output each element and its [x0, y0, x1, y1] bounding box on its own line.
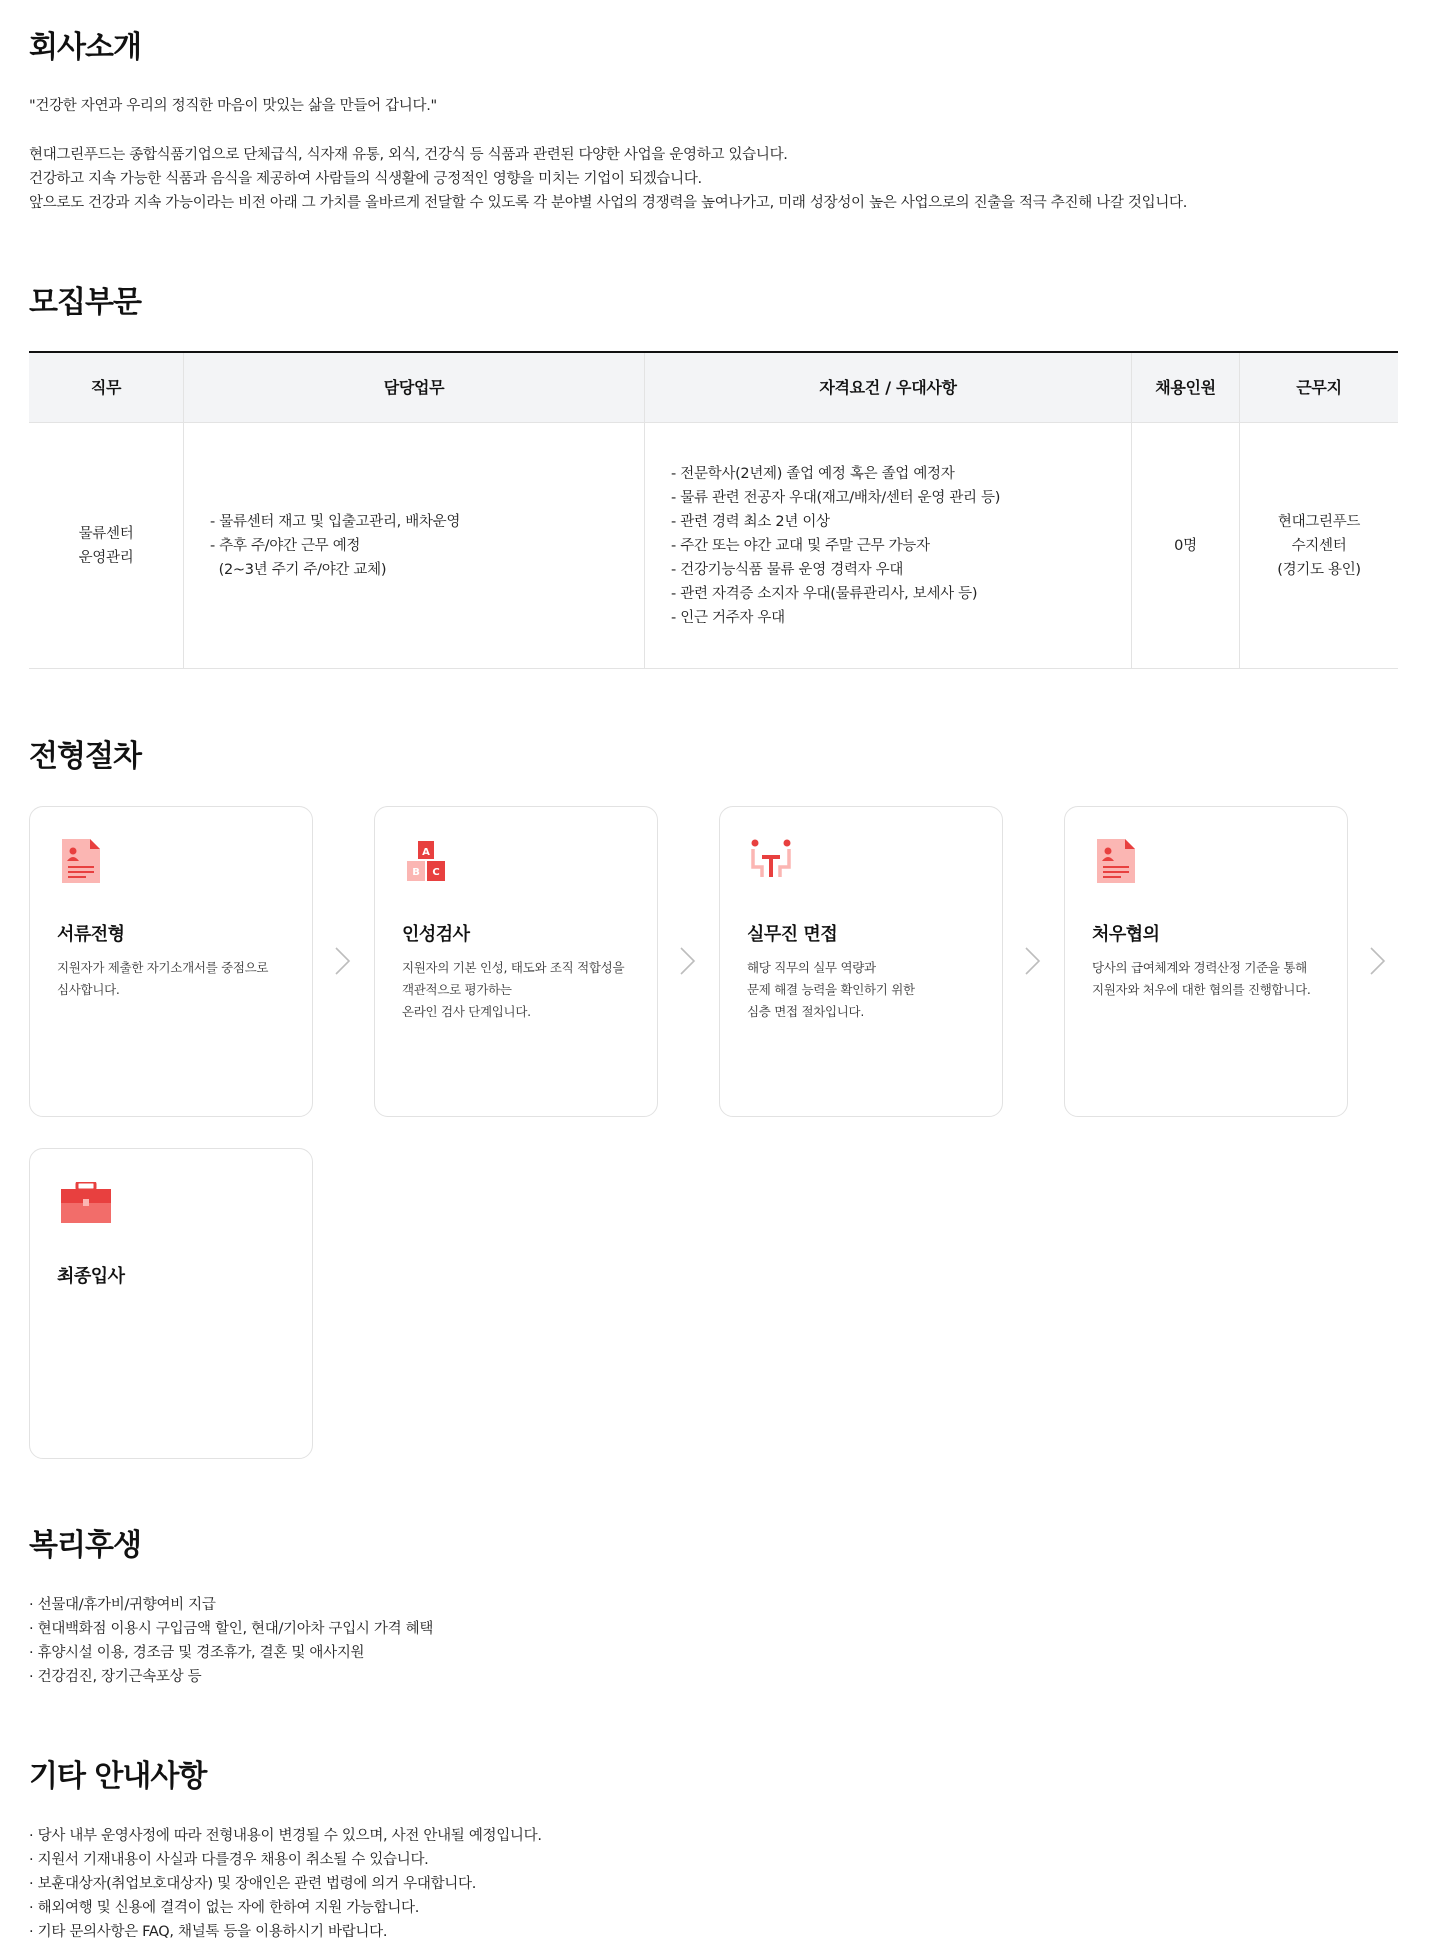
welfare-list	[29, 1593, 433, 1689]
list-item: · 지원서 기재내용이 사실과 다를경우 채용이 취소될 수 있습니다.	[29, 1852, 429, 1868]
svg-text:C: C	[432, 867, 440, 878]
briefcase-icon	[61, 1182, 103, 1230]
process-step-final-join	[29, 1148, 313, 1459]
list-item: · 휴양시설 이용, 경조금 및 경조휴가, 결혼 및 애사지원	[29, 1645, 365, 1661]
list-item: · 보훈대상자(취업보호대상자) 및 장애인은 관련 법령에 의거 우대합니다.	[29, 1876, 476, 1892]
cell-location: 현대그린푸드 수지센터 (경기도 용인)	[1277, 513, 1361, 578]
table-row	[29, 423, 1398, 669]
company-quote: "건강한 자연과 우리의 정직한 마음이 맛있는 삶을 만들어 갑니다."	[29, 98, 437, 114]
list-item: · 현대백화점 이용시 구입금액 할인, 현대/기아차 구입시 가격 혜택	[29, 1621, 434, 1637]
list-item: · 건강검진, 장기근속포상 등	[29, 1669, 202, 1685]
chevron-right-icon	[331, 945, 355, 977]
step-description: 지원자가 제출한 자기소개서를 중점으로 심사합니다.	[57, 960, 269, 997]
svg-text:B: B	[412, 867, 420, 878]
step-description: 해당 직무의 실무 역량과 문제 해결 능력을 확인하기 위한 심층 면접 절차입니다.	[747, 960, 915, 1019]
header-headcount: 채용인원	[1132, 353, 1240, 422]
list-item: · 해외여행 및 신용에 결격이 없는 자에 한하여 지원 가능합니다.	[29, 1900, 420, 1916]
chevron-right-icon	[1021, 945, 1045, 977]
cell-qualifications: - 전문학사(2년제) 졸업 예정 혹은 졸업 예정자 - 물류 관련 전공자 우대(재고/배차/센터 운영 관리 등) - 관련 경력 최소 2년 이상 - 주간 또는 야간 교대 및 주말 근무 가능자 - 건강기능식품 물류 운영 경력자 우대 - 관련 자격증 소지자 우대(물류관리사, 보세사 등) - 인근 거주자 우대	[645, 423, 1132, 668]
company-description: 현대그린푸드는 종합식품기업으로 단체급식, 식자재 유통, 외식, 건강식 등 식품과 관련된 다양한 사업을 운영하고 있습니다. 건강하고 지속 가능한 식품과 음식을 제공하여 사람들의 식생활에 긍정적인 영향을 미치는 기업이 되겠습니다. 앞으로도 건강과 지속 가능이라는 비전 아래 그 가치를 올바르게 전달할 수 있도록 각 분야별 사업의 경쟁력을 높여나가고, 미래 성장성이 높은 사업으로의 진출을 적극 추진해 나갈 것입니다.	[29, 147, 1188, 211]
step-title: 실무진 면접	[747, 924, 838, 945]
document-user-icon	[1095, 837, 1137, 885]
step-description: 당사의 급여체계와 경력산정 기준을 통해 지원자와 처우에 대한 협의를 진행합니다.	[1092, 960, 1311, 997]
header-duties: 담당업무	[184, 353, 645, 422]
cell-headcount: 0명	[1132, 423, 1240, 668]
notice-list	[29, 1824, 542, 1944]
step-title: 서류전형	[57, 924, 125, 945]
step-title: 인성검사	[402, 924, 470, 945]
notice-section-title: 기타 안내사항	[29, 1759, 207, 1794]
cell-duties: - 물류센터 재고 및 입출고관리, 배차운영 - 추후 주/야간 근무 예정 (2~3년 주기 주/야간 교체)	[184, 423, 645, 668]
list-item: · 선물대/휴가비/귀향여비 지급	[29, 1597, 216, 1613]
chevron-right-icon	[1366, 945, 1390, 977]
recruit-table	[29, 351, 1398, 669]
abc-blocks-icon	[405, 837, 447, 885]
chevron-right-icon	[676, 945, 700, 977]
step-title: 최종입사	[57, 1266, 125, 1287]
process-step-personality-test	[374, 806, 658, 1117]
list-item: · 당사 내부 운영사정에 따라 전형내용이 변경될 수 있으며, 사전 안내될 예정입니다.	[29, 1828, 542, 1844]
process-section-title: 전형절차	[29, 739, 141, 774]
list-item: · 기타 문의사항은 FAQ, 채널톡 등을 이용하시기 바랍니다.	[29, 1924, 388, 1940]
company-section-title: 회사소개	[29, 30, 141, 65]
header-job: 직무	[29, 353, 184, 422]
header-location: 근무지	[1296, 377, 1342, 397]
recruit-section-title: 모집부문	[29, 285, 141, 320]
welfare-section-title: 복리후생	[29, 1528, 141, 1563]
process-step-negotiation	[1064, 806, 1348, 1117]
header-qualifications: 자격요건 / 우대사항	[645, 353, 1132, 422]
table-header-row	[29, 353, 1398, 423]
cell-job: 물류센터 운영관리	[29, 423, 184, 668]
step-title: 처우협의	[1092, 924, 1160, 945]
step-description: 지원자의 기본 인성, 태도와 조직 적합성을 객관적으로 평가하는 온라인 검사 단계입니다.	[402, 960, 625, 1019]
process-step-document	[29, 806, 313, 1117]
process-step-interview	[719, 806, 1003, 1117]
document-user-icon	[60, 837, 102, 885]
interview-icon	[750, 837, 792, 885]
svg-text:A: A	[422, 847, 430, 858]
